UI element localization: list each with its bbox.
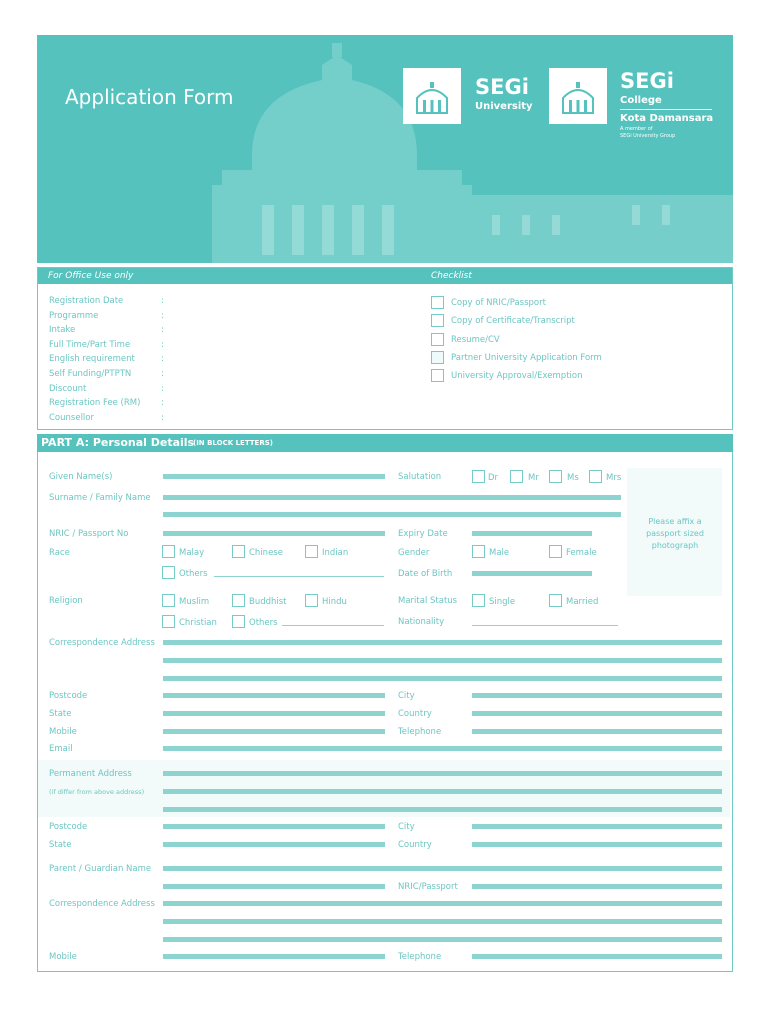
gender-female-label: Female [566, 548, 597, 558]
marital-married-label: Married [566, 597, 599, 607]
race-malay-label: Malay [179, 548, 205, 558]
office-field-colon: : [161, 325, 164, 336]
guardian-corr-label: Correspondence Address [49, 899, 155, 909]
corr-address-field-1[interactable] [163, 640, 722, 645]
checklist-label: Copy of Certificate/Transcript [451, 316, 575, 327]
religion-christian-checkbox[interactable] [162, 615, 175, 628]
college-logo-icon [549, 68, 607, 124]
race-chinese-checkbox[interactable] [232, 545, 245, 558]
surname-label: Surname / Family Name [49, 493, 151, 503]
office-field-colon: : [161, 383, 164, 394]
office-use-panel [37, 267, 733, 430]
guardian-mobile-label: Mobile [49, 952, 77, 962]
guardian-label: Parent / Guardian Name [49, 864, 152, 874]
guardian-corr-field-1[interactable] [163, 901, 722, 906]
email-label: Email [49, 744, 73, 754]
religion-others-label: Others [249, 618, 278, 628]
religion-buddhist-checkbox[interactable] [232, 594, 245, 607]
member-line-2: SEGi University Group [620, 133, 676, 139]
perm-address-field-2[interactable] [163, 789, 722, 794]
college-campus: Kota Damansara [620, 113, 714, 124]
guardian-corr-field-3[interactable] [163, 937, 722, 942]
guardian-nric-label: NRIC/Passport [398, 882, 458, 892]
religion-christian-label: Christian [179, 618, 217, 628]
surname-field[interactable] [163, 495, 621, 500]
guardian-corr-field-2[interactable] [163, 919, 722, 924]
checklist-checkbox[interactable] [431, 314, 444, 327]
part-a-note: (IN BLOCK LETTERS) [193, 439, 273, 447]
office-field-colon: : [161, 310, 164, 321]
religion-label: Religion [49, 596, 83, 606]
checklist-label: Resume/CV [451, 334, 500, 345]
guardian-field[interactable] [163, 866, 722, 871]
part-a-heading: PART A: Personal Details [41, 436, 195, 449]
nationality-line[interactable] [472, 624, 618, 626]
given-name-label: Given Name(s) [49, 472, 113, 482]
religion-muslim-label: Muslim [179, 597, 210, 607]
office-field-colon: : [161, 398, 164, 409]
photo-note: Please affix a passport sized photograph [646, 517, 704, 550]
salutation-mr-label: Mr [528, 473, 539, 483]
gender-female-checkbox[interactable] [549, 545, 562, 558]
office-field-label: Counsellor [49, 412, 94, 423]
perm-country-field[interactable] [472, 842, 722, 847]
nric-field[interactable] [163, 531, 385, 536]
college-sub: College [620, 95, 662, 106]
email-field[interactable] [163, 746, 722, 751]
perm-address-field-3[interactable] [163, 807, 722, 812]
perm-city-field[interactable] [472, 824, 722, 829]
form-title: Application Form [65, 85, 234, 109]
religion-others-checkbox[interactable] [232, 615, 245, 628]
dob-label: Date of Birth [398, 569, 453, 579]
gender-male-checkbox[interactable] [472, 545, 485, 558]
office-field-colon: : [161, 296, 164, 306]
perm-address-label: Permanent Address [49, 769, 132, 779]
university-logo-icon [403, 68, 461, 124]
college-brand: SEGi [620, 69, 674, 93]
race-indian-label: Indian [322, 548, 349, 558]
office-field-label: Registration Date [49, 296, 124, 306]
expiry-field[interactable] [472, 531, 592, 536]
marital-single-label: Single [489, 597, 516, 607]
university-brand: SEGi [475, 75, 529, 99]
guardian-tel-label: Telephone [398, 952, 442, 962]
state-label: State [49, 709, 72, 719]
gender-label: Gender [398, 548, 430, 558]
photo-box [627, 468, 722, 596]
religion-muslim-checkbox[interactable] [162, 594, 175, 607]
race-malay-checkbox[interactable] [162, 545, 175, 558]
race-others-checkbox[interactable] [162, 566, 175, 579]
checklist-label: Partner University Application Form [451, 352, 602, 363]
perm-city-label: City [398, 822, 415, 832]
office-field-label: Self Funding/PTPTN [49, 369, 132, 379]
university-sub: University [475, 101, 533, 112]
corr-address-field-2[interactable] [163, 658, 722, 663]
checklist-checkbox[interactable] [431, 351, 444, 364]
postcode-label: Postcode [49, 691, 88, 701]
nric-label: NRIC / Passport No [49, 529, 129, 539]
telephone-label: Telephone [398, 727, 442, 737]
guardian-field-2[interactable] [163, 884, 385, 889]
city-label: City [398, 691, 415, 701]
checklist-label: University Approval/Exemption [451, 371, 583, 382]
country-label: Country [398, 709, 432, 719]
salutation-ms-label: Ms [567, 473, 579, 483]
mobile-label: Mobile [49, 727, 77, 737]
header-banner [37, 35, 733, 263]
salutation-label: Salutation [398, 472, 442, 482]
office-field-label: Registration Fee (RM) [49, 398, 141, 409]
office-field-label: Full Time/Part Time [49, 339, 131, 350]
office-field-label: Programme [49, 310, 99, 321]
salutation-dr-label: Dr [488, 473, 499, 483]
guardian-mobile-field[interactable] [163, 954, 385, 959]
race-chinese-label: Chinese [249, 548, 283, 558]
office-field-label: English requirement [49, 354, 135, 365]
guardian-nric-field[interactable] [472, 884, 722, 889]
office-field-colon: : [161, 369, 164, 379]
checklist-label: Copy of NRIC/Passport [451, 298, 546, 308]
college-divider [620, 109, 712, 110]
nationality-label: Nationality [398, 617, 445, 627]
corr-address-field-3[interactable] [163, 676, 722, 681]
part-a-bar [37, 434, 733, 452]
religion-hindu-label: Hindu [322, 597, 347, 607]
perm-postcode-label: Postcode [49, 822, 88, 832]
gender-male-label: Male [489, 548, 510, 558]
race-indian-checkbox[interactable] [305, 545, 318, 558]
perm-state-field[interactable] [163, 842, 385, 847]
race-others-line[interactable] [214, 575, 384, 577]
religion-buddhist-label: Buddhist [249, 597, 287, 607]
checklist-checkbox[interactable] [431, 333, 444, 346]
perm-address-field-1[interactable] [163, 771, 722, 776]
perm-postcode-field[interactable] [163, 824, 385, 829]
religion-hindu-checkbox[interactable] [305, 594, 318, 607]
race-others-label: Others [179, 569, 208, 579]
salutation-mr-checkbox[interactable] [510, 470, 523, 483]
corr-address-label: Correspondence Address [49, 638, 155, 648]
office-field-colon: : [161, 412, 164, 423]
salutation-mrs-checkbox[interactable] [589, 470, 602, 483]
postcode-field[interactable] [163, 693, 385, 698]
country-field[interactable] [472, 711, 722, 716]
salutation-mrs-label: Mrs [606, 473, 622, 483]
office-heading: For Office Use only [48, 271, 134, 281]
office-field-colon: : [161, 354, 164, 365]
salutation-ms-checkbox[interactable] [549, 470, 562, 483]
marital-label: Marital Status [398, 596, 458, 606]
member-line-1: A member of [620, 126, 653, 132]
checklist-checkbox[interactable] [431, 369, 444, 382]
dob-field[interactable] [472, 571, 592, 576]
surname-field-2[interactable] [163, 512, 621, 517]
office-field-label: Discount [49, 383, 87, 394]
perm-state-label: State [49, 840, 72, 850]
guardian-tel-field[interactable] [472, 954, 722, 959]
checklist-heading: Checklist [431, 271, 472, 281]
checklist-checkbox[interactable] [431, 296, 444, 309]
marital-single-checkbox[interactable] [472, 594, 485, 607]
given-name-field[interactable] [163, 474, 385, 479]
race-label: Race [49, 548, 70, 558]
perm-note: (if differ from above address) [49, 788, 145, 796]
mobile-field[interactable] [163, 729, 385, 734]
perm-country-label: Country [398, 840, 432, 850]
city-field[interactable] [472, 693, 722, 698]
marital-married-checkbox[interactable] [549, 594, 562, 607]
state-field[interactable] [163, 711, 385, 716]
telephone-field[interactable] [472, 729, 722, 734]
office-bar [38, 268, 732, 284]
office-field-label: Intake [49, 325, 76, 336]
expiry-label: Expiry Date [398, 529, 448, 539]
salutation-dr-checkbox[interactable] [472, 470, 485, 483]
office-field-colon: : [161, 339, 164, 350]
religion-others-line[interactable] [282, 624, 384, 626]
